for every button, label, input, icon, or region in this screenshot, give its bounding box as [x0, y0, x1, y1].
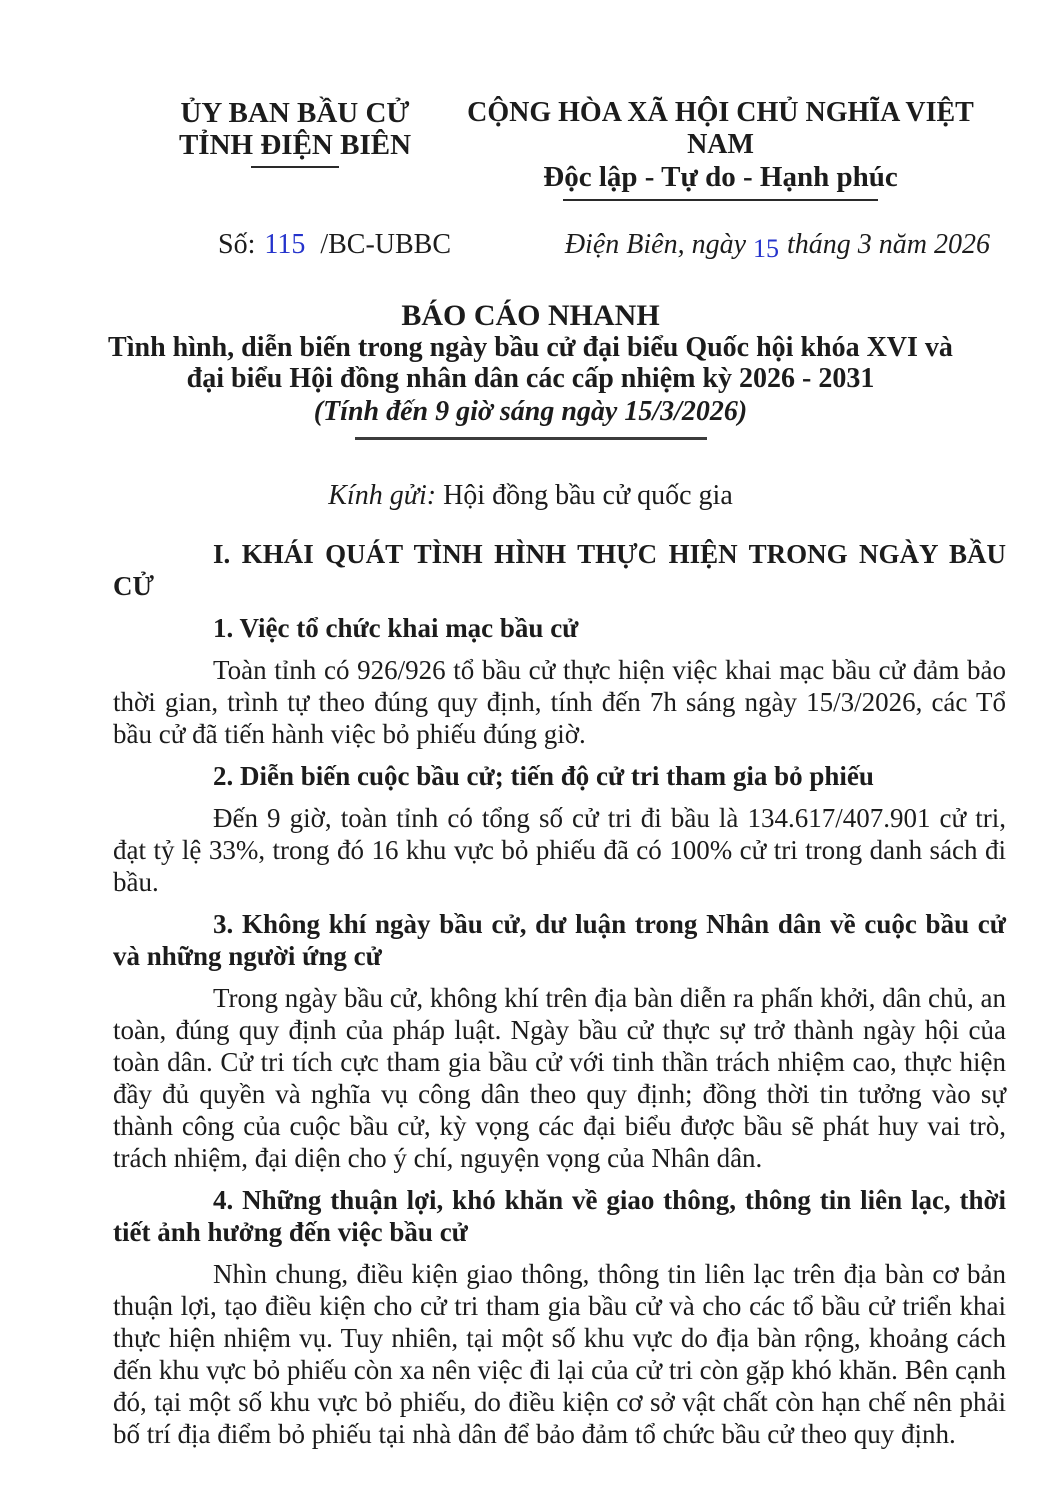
document-title-line2: đại biểu Hội đồng nhân dân các cấp nhiệm kỳ 2026 - 2031 [186, 363, 875, 394]
issuing-agency-block [160, 97, 430, 168]
place-and-date [565, 229, 990, 261]
section-heading-main: I. KHÁI QUÁT TÌNH HÌNH THỰC HIỆN TRONG NGÀY BẦU CỬ [113, 539, 1006, 601]
national-name: CỘNG HÒA XÃ HỘI CHỦ NGHĨA VIỆT NAM [467, 97, 974, 160]
reference-row [0, 229, 1061, 261]
subsection-heading-4: 4. Những thuận lợi, khó khăn về giao thông, thông tin liên lạc, thời tiết ảnh hưởng đến việc bầu cử [113, 1185, 1006, 1247]
issuing-agency-line2: TỈNH ĐIỆN BIÊN [178, 129, 412, 161]
recipient-salutation: Kính gửi: [328, 480, 437, 511]
subsection-paragraph-4: Nhìn chung, điều kiện giao thông, thông tin liên lạc trên địa bàn cơ bản thuận lợi, tạo điều kiện cho cử tri tham gia bầu cử và cho các tổ bầu cử triển khai thực hiện nhiệm vụ. Tuy nhiên, tại một số khu vực do địa bàn rộng, khoảng cách đến khu vực bỏ phiếu còn xa nên việc đi lại của cử tri còn gặp khó khăn. Bên cạnh đó, tại một số khu vực bỏ phiếu, do điều kiện cơ sở vật chất còn hạn chế nên phải bố trí địa điểm bỏ phiếu tại nhà dân để bảo đảm tổ chức bầu cử theo quy định. [113, 1259, 1006, 1449]
document-number-suffix: /BC-UBBC [320, 229, 452, 260]
place-date-suffix: tháng 3 năm 2026 [787, 229, 990, 260]
subsection-paragraph-2: Đến 9 giờ, toàn tỉnh có tổng số cử tri đi bầu là 134.617/407.901 cử tri, đạt tỷ lệ 33%, trong đó 16 khu vực bỏ phiếu đã có 100% cử tri trong danh sách đi bầu. [113, 803, 1006, 897]
national-motto: Độc lập - Tự do - Hạnh phúc [543, 161, 898, 193]
document-title-line1: Tình hình, diễn biến trong ngày bầu cử đại biểu Quốc hội khóa XVI và [108, 332, 953, 363]
place-date-prefix: Điện Biên, ngày [564, 229, 746, 260]
document-number [218, 229, 451, 261]
document-number-value: 115 [264, 229, 306, 260]
document-body [113, 538, 1006, 1450]
title-block [0, 299, 1061, 440]
document-header [0, 97, 1061, 201]
national-motto-underline [563, 199, 878, 201]
document-number-prefix: Số: [218, 229, 256, 260]
subsection-heading-1: 1. Việc tổ chức khai mạc bầu cử [213, 613, 579, 643]
recipient-name: Hội đồng bầu cử quốc gia [436, 480, 733, 511]
recipient-line [0, 480, 1061, 512]
national-header-block [448, 97, 993, 201]
subsection-heading-3: 3. Không khí ngày bầu cử, dư luận trong Nhân dân về cuộc bầu cử và những người ứng cử [113, 909, 1006, 971]
title-divider [355, 437, 707, 440]
document-type-title: BÁO CÁO NHANH [401, 299, 660, 332]
subsection-paragraph-3: Trong ngày bầu cử, không khí trên địa bàn diễn ra phấn khởi, dân chủ, an toàn, đúng quy định của pháp luật. Ngày bầu cử thực sự trở thành ngày hội của toàn dân. Cử tri tích cực tham gia bầu cử với tinh thần trách nhiệm cao, thực hiện đầy đủ quyền và nghĩa vụ công dân theo quy định; đồng thời tin tưởng vào sự thành công của cuộc bầu cử, kỳ vọng các đại biểu được bầu sẽ phát huy vai trò, trách nhiệm, đại diện cho ý chí, nguyện vọng của Nhân dân. [113, 983, 1006, 1173]
date-day-value: 15 [753, 234, 779, 263]
document-subtitle: (Tính đến 9 giờ sáng ngày 15/3/2026) [313, 396, 748, 427]
issuing-agency-underline [251, 166, 339, 168]
subsection-paragraph-1: Toàn tỉnh có 926/926 tổ bầu cử thực hiện việc khai mạc bầu cử đảm bảo thời gian, trình tự theo đúng quy định, tính đến 7h sáng ngày 15/3/2026, các Tổ bầu cử đã tiến hành việc bỏ phiếu đúng giờ. [113, 655, 1006, 749]
subsection-heading-2: 2. Diễn biến cuộc bầu cử; tiến độ cử tri tham gia bỏ phiếu [213, 761, 874, 791]
issuing-agency-line1: ỦY BAN BẦU CỬ [180, 97, 410, 129]
